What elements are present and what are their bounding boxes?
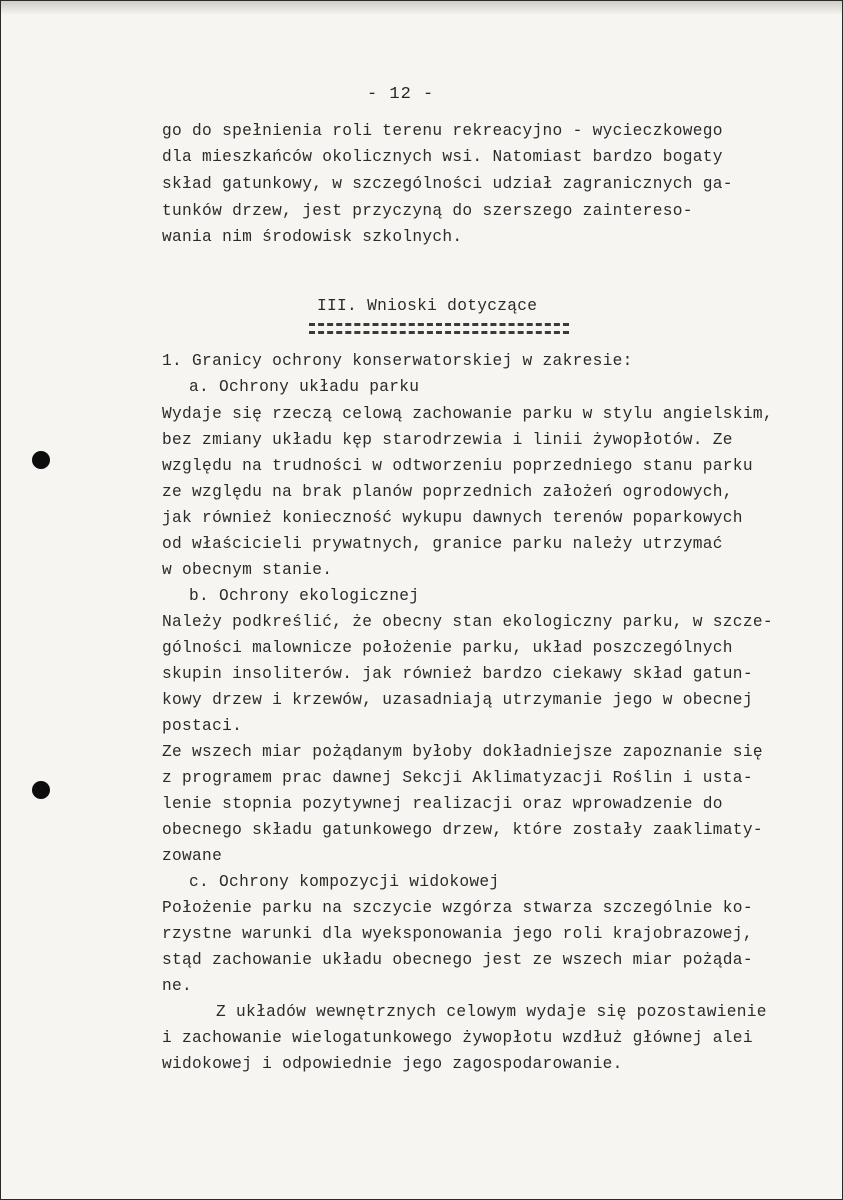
page-number: - 12 - — [367, 85, 435, 104]
text-line: 1. Granicy ochrony konserwatorskiej w zakresie: — [162, 352, 633, 370]
subsection-heading: c. Ochrony kompozycji widokowej — [189, 873, 500, 891]
text-line: względu na trudności w odtworzeniu poprzedniego stanu parku — [162, 457, 753, 475]
text-line: ze względu na brak planów poprzednich założeń ogrodowych, — [162, 483, 733, 501]
heading-underline — [309, 331, 569, 334]
text-line: go do spełnienia roli terenu rekreacyjno - wycieczkowego — [162, 122, 723, 140]
heading-underline — [309, 323, 569, 326]
text-line: i zachowanie wielogatunkowego żywopłotu wzdłuż głównej alei — [162, 1029, 753, 1047]
text-line: gólności malownicze położenie parku, układ poszczególnych — [162, 639, 733, 657]
text-line: ne. — [162, 977, 193, 995]
text-line: z programem prac dawnej Sekcji Aklimatyzacji Roślin i usta- — [162, 769, 753, 787]
text-line: postaci. — [162, 717, 243, 735]
section-heading: III. Wnioski dotyczące — [317, 297, 538, 315]
text-line: skład gatunkowy, w szczególności udział zagranicznych ga- — [162, 175, 733, 193]
text-line: skupin insoliterów. jak również bardzo ciekawy skład gatun- — [162, 665, 753, 683]
punch-hole-icon — [32, 451, 50, 469]
text-line: bez zmiany układu kęp starodrzewia i linii żywopłotów. Ze — [162, 431, 733, 449]
text-line: dla mieszkańców okolicznych wsi. Natomiast bardzo bogaty — [162, 148, 723, 166]
text-line: obecnego składu gatunkowego drzew, które zostały zaaklimaty- — [162, 821, 763, 839]
text-line: wania nim środowisk szkolnych. — [162, 228, 463, 246]
text-line: rzystne warunki dla wyeksponowania jego roli krajobrazowej, — [162, 925, 753, 943]
text-line: tunków drzew, jest przyczyną do szerszego zaintereso- — [162, 202, 693, 220]
text-line: zowane — [162, 847, 223, 865]
text-line: Wydaje się rzeczą celową zachowanie parku w stylu angielskim, — [162, 405, 773, 423]
punch-hole-icon — [32, 781, 50, 799]
subsection-heading: b. Ochrony ekologicznej — [189, 587, 420, 605]
text-line: kowy drzew i krzewów, uzasadniają utrzymanie jego w obecnej — [162, 691, 753, 709]
text-line: od właścicieli prywatnych, granice parku należy utrzymać — [162, 535, 723, 553]
subsection-heading: a. Ochrony układu parku — [189, 378, 420, 396]
text-line: lenie stopnia pozytywnej realizacji oraz wprowadzenie do — [162, 795, 723, 813]
text-line: jak również konieczność wykupu dawnych terenów poparkowych — [162, 509, 743, 527]
text-line: Położenie parku na szczycie wzgórza stwarza szczególnie ko- — [162, 899, 753, 917]
text-line: widokowej i odpowiednie jego zagospodarowanie. — [162, 1055, 623, 1073]
text-line: stąd zachowanie układu obecnego jest ze wszech miar pożąda- — [162, 951, 753, 969]
text-line: Należy podkreślić, że obecny stan ekologiczny parku, w szcze- — [162, 613, 773, 631]
text-line: Ze wszech miar pożądanym byłoby dokładniejsze zapoznanie się — [162, 743, 763, 761]
text-line: Z układów wewnętrznych celowym wydaje się pozostawienie — [216, 1003, 767, 1021]
text-line: w obecnym stanie. — [162, 561, 333, 579]
